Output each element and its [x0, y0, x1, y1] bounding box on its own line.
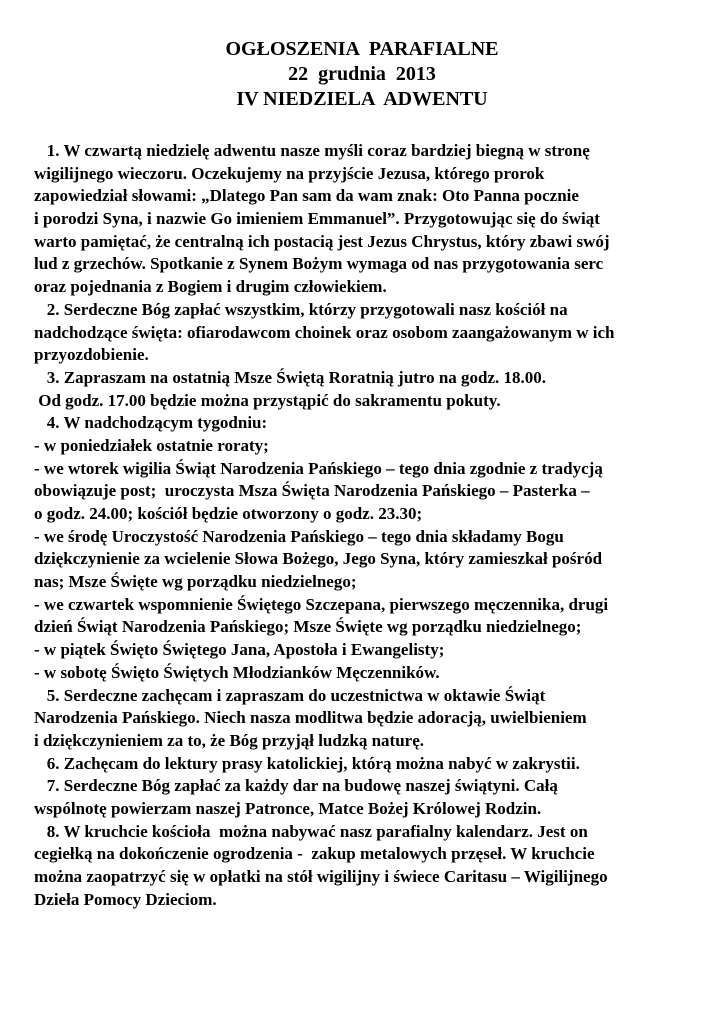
text-line: 3. Zapraszam na ostatnią Msze Świętą Roratnią jutro na godz. 18.00.	[34, 367, 547, 387]
text-line: można zaopatrzyć się w opłatki na stół wigilijny i świece Caritasu – Wigilijnego	[34, 867, 608, 886]
text-line: Od godz. 17.00 będzie można przystąpić do sakramentu pokuty.	[34, 390, 501, 410]
text-line: i dziękczynieniem za to, że Bóg przyjął ludzką naturę.	[34, 730, 425, 750]
text-line: dziękczynienie za wcielenie Słowa Bożego, Jego Syna, który zamieszkał pośród	[34, 549, 603, 569]
text-line: 5. Serdeczne zachęcam i zapraszam do uczestnictwa w oktawie Świąt	[34, 685, 546, 705]
announcement-header	[0, 37, 724, 112]
text-line: dzień Świąt Narodzenia Pańskiego; Msze Święte wg porządku niedzielnego;	[34, 617, 582, 637]
text-line: obowiązuje post; uroczysta Msza Święta Narodzenia Pańskiego – Pasterka –	[34, 481, 590, 501]
text-line: 6. Zachęcam do lektury prasy katolickiej, którą można nabyć w zakrystii.	[34, 753, 580, 773]
text-line: oraz pojednania z Bogiem i drugim człowiekiem.	[34, 277, 387, 297]
text-line: nadchodzące święta: ofiarodawcom choinek oraz osobom zaangażowanym w ich	[34, 322, 615, 342]
text-line: 7. Serdeczne Bóg zapłać za każdy dar na budowę naszej świątyni. Całą	[34, 776, 558, 796]
text-line: - w poniedziałek ostatnie roraty;	[34, 435, 269, 455]
text-line: Narodzenia Pańskiego. Niech nasza modlitwa będzie adoracją, uwielbieniem	[34, 708, 587, 728]
text-line: przyozdobienie.	[34, 345, 149, 365]
text-line: - w piątek Święto Świętego Jana, Apostoła i Ewangelisty;	[34, 640, 445, 660]
header-date: 22 grudnia 2013	[288, 63, 436, 85]
text-line: nas; Msze Święte wg porządku niedzielnego;	[34, 572, 357, 592]
text-line: cegiełką na dokończenie ogrodzenia - zakup metalowych przęseł. W kruchcie	[34, 844, 595, 864]
text-line: - we czwartek wspomnienie Świętego Szczepana, pierwszego męczennika, drugi	[34, 594, 609, 614]
text-line: zapowiedział słowami: „Dlatego Pan sam da wam znak: Oto Panna pocznie	[34, 186, 579, 206]
text-line: - w sobotę Święto Świętych Młodzianków Męczenników.	[34, 662, 440, 682]
text-line: 4. W nadchodzącym tygodniu:	[34, 413, 268, 433]
announcement-body	[34, 140, 714, 911]
text-line: lud z grzechów. Spotkanie z Synem Bożym wymaga od nas przygotowania serc	[34, 254, 604, 274]
text-line: wigilijnego wieczoru. Oczekujemy na przyjście Jezusa, którego prorok	[34, 163, 545, 183]
text-line: wspólnotę powierzam naszej Patronce, Matce Bożej Królowej Rodzin.	[34, 798, 542, 818]
text-line: warto pamiętać, że centralną ich postacią jest Jezus Chrystus, który zbawi swój	[34, 231, 610, 251]
text-line: 2. Serdeczne Bóg zapłać wszystkim, którzy przygotowali nasz kościół na	[34, 299, 568, 319]
text-line: 1. W czwartą niedzielę adwentu nasze myśli coraz bardziej biegną w stronę	[34, 141, 590, 160]
text-line: o godz. 24.00; kościół będzie otworzony o godz. 23.30;	[34, 504, 423, 523]
text-line: Dzieła Pomocy Dzieciom.	[34, 889, 217, 909]
text-line: - we wtorek wigilia Świąt Narodzenia Pańskiego – tego dnia zgodnie z tradycją	[34, 458, 603, 478]
header-subtitle: IV NIEDZIELA ADWENTU	[236, 88, 488, 110]
header-title: OGŁOSZENIA PARAFIALNE	[225, 38, 499, 60]
text-line: 8. W kruchcie kościoła można nabywać nasz parafialny kalendarz. Jest on	[34, 821, 588, 841]
text-line: i porodzi Syna, i nazwie Go imieniem Emmanuel”. Przygotowując się do świąt	[34, 209, 600, 229]
text-line: - we środę Uroczystość Narodzenia Pańskiego – tego dnia składamy Bogu	[34, 526, 564, 546]
